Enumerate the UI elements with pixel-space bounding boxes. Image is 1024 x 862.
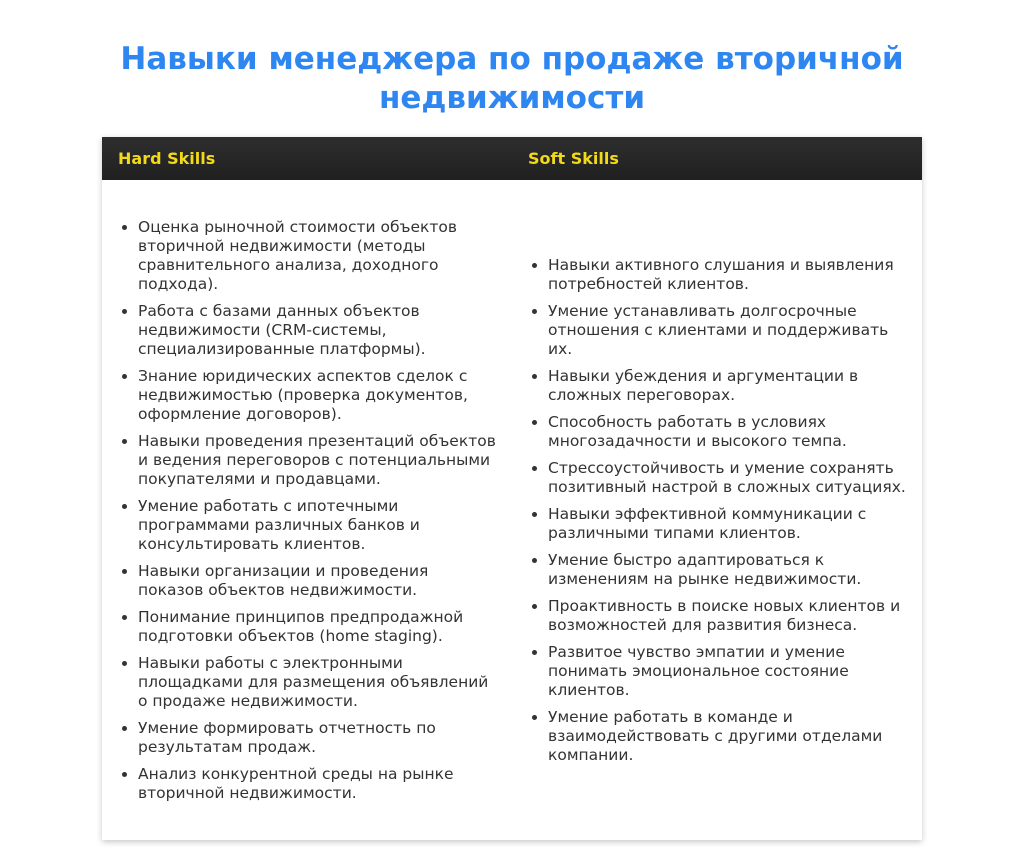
- list-item: • Оценка рыночной стоимости объектов вторичной недвижимости (методы сравнительного анализа, доходного подхода).: [138, 218, 498, 294]
- soft-skills-heading: Soft Skills: [528, 149, 619, 168]
- list-item: • Навыки эффективной коммуникации с различными типами клиентов.: [548, 505, 908, 543]
- list-item: • Понимание принципов предпродажной подготовки объектов (home staging).: [138, 608, 498, 646]
- list-item: • Навыки активного слушания и выявления потребностей клиентов.: [548, 256, 908, 294]
- list-item: • Способность работать в условиях многозадачности и высокого темпа.: [548, 413, 908, 451]
- table-header: [102, 137, 922, 180]
- list-item: • Умение работать в команде и взаимодействовать с другими отделами компании.: [548, 708, 908, 765]
- list-item: • Анализ конкурентной среды на рынке вторичной недвижимости.: [138, 765, 498, 803]
- list-item: • Навыки организации и проведения показов объектов недвижимости.: [138, 562, 498, 600]
- list-item: • Навыки работы с электронными площадками для размещения объявлений о продаже недвижимости.: [138, 654, 498, 711]
- list-item: • Знание юридических аспектов сделок с недвижимостью (проверка документов, оформление договоров).: [138, 367, 498, 424]
- list-item: • Развитое чувство эмпатии и умение понимать эмоциональное состояние клиентов.: [548, 643, 908, 700]
- page-title: Навыки менеджера по продаже вторичной недвижимости: [120, 41, 904, 116]
- list-item: • Умение формировать отчетность по результатам продаж.: [138, 719, 498, 757]
- skills-table: [102, 137, 922, 840]
- list-item: • Умение устанавливать долгосрочные отношения с клиентами и поддерживать их.: [548, 302, 908, 359]
- hard-skills-heading: Hard Skills: [118, 149, 216, 168]
- hard-skills-list: [102, 218, 512, 803]
- list-item: • Навыки убеждения и аргументации в сложных переговорах.: [548, 367, 908, 405]
- list-item: • Стрессоустойчивость и умение сохранять позитивный настрой в сложных ситуациях.: [548, 459, 908, 497]
- list-item: • Навыки проведения презентаций объектов и ведения переговоров с потенциальными покупателями и продавцами.: [138, 432, 498, 489]
- list-item: • Умение быстро адаптироваться к изменениям на рынке недвижимости.: [548, 551, 908, 589]
- soft-skills-list: [512, 256, 922, 765]
- hard-skills-column: [102, 180, 512, 840]
- list-item: • Умение работать с ипотечными программами различных банков и консультировать клиентов.: [138, 497, 498, 554]
- soft-skills-column: [512, 180, 922, 840]
- list-item: • Проактивность в поиске новых клиентов и возможностей для развития бизнеса.: [548, 597, 908, 635]
- list-item: • Работа с базами данных объектов недвижимости (CRM-системы, специализированные платформы).: [138, 302, 498, 359]
